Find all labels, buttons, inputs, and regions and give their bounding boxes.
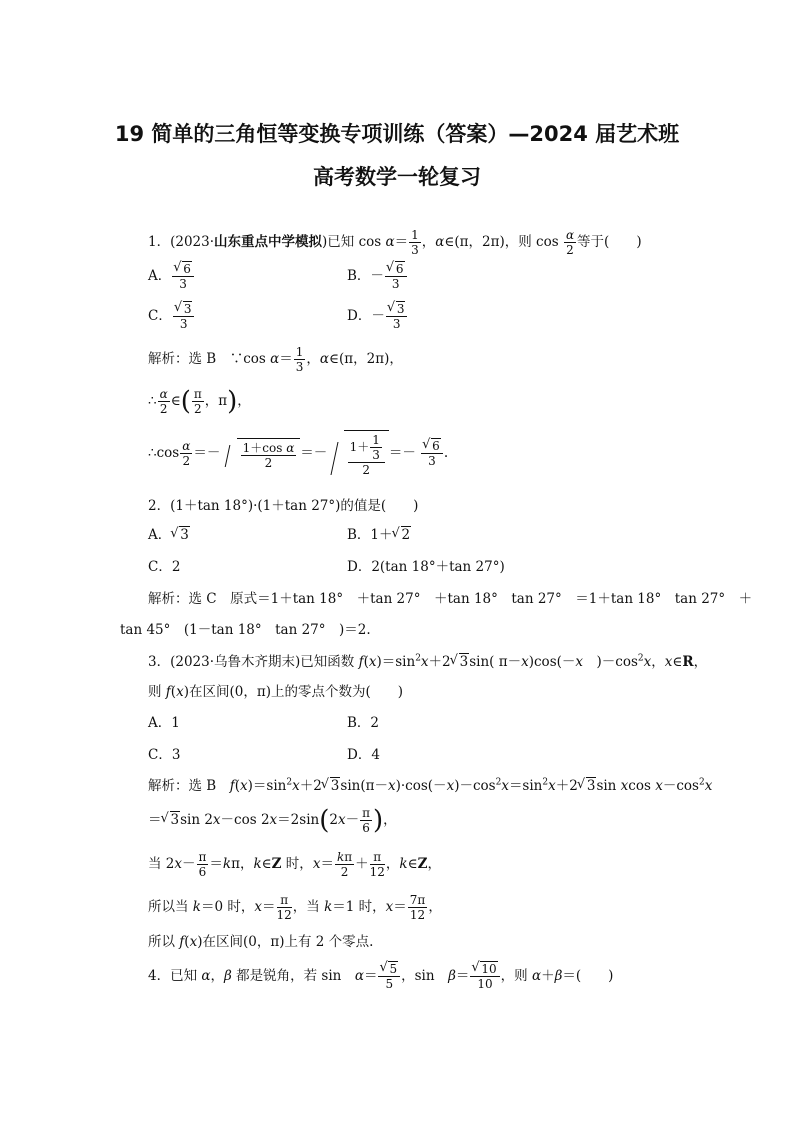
q2-option-d: D．2(tan 18°＋tan 27°) bbox=[347, 559, 505, 575]
q3-solution-2: ＝√ 3sin 2x－cos 2x＝2sin(2x－ $\frac{\pi}{6}$ )， bbox=[148, 806, 397, 835]
q3-stem-2: 则 f(x)在区间(0，π)上的零点个数为( ) bbox=[148, 684, 403, 700]
q1-option-c: C． √ $\frac{3}{3}$ bbox=[148, 302, 195, 331]
q3-solution-5: 所以 f(x)在区间(0，π)上有 2 个零点. bbox=[148, 934, 374, 950]
q3-option-a: A．1 bbox=[148, 715, 180, 731]
q3-option-b: B．2 bbox=[347, 715, 380, 731]
q4-stem: 4．已知 α，β 都是锐角，若 sin α＝ √ $\frac{5}{5}$ ，sin β＝ √ $\frac{10}{10}$ ，则 α＋β＝( ) bbox=[148, 962, 613, 991]
q3-option-c: C．3 bbox=[148, 747, 181, 763]
q1-stem: 1．(2023·山东重点中学模拟)已知 cos α＝ $\frac{1}{3}$ ，α∈(π，2π)，则 cos $\frac{\alpha}{2}$ 等于( ) bbox=[148, 228, 642, 257]
q3-solution-4: 所以当 k＝0 时，x＝ $\frac{\pi}{12}$ ，当 k＝1 时，x＝ $\frac{7\pi}{12}$ ， bbox=[148, 893, 442, 922]
q1-option-d: D．－ √ $\frac{3}{3}$ bbox=[347, 302, 408, 331]
doc-title-line2: 高考数学一轮复习 bbox=[313, 165, 481, 189]
q3-solution-1: 解析：选 B $f(x)=\sin^2x+2√$ $3\sin(\pi-x)\cdot\cos(-x)-\cos^2x=\sin^2x+2√$ 3sin xcos $x-\cos^2x$ bbox=[148, 774, 712, 794]
q2-option-b: B．1＋√ 2 bbox=[347, 523, 411, 543]
doc-title-line1: 19 简单的三角恒等变换专项训练（答案）—2024 届艺术班 bbox=[114, 122, 680, 146]
q1-solution-2: ∴ $\frac{\alpha}{2}$ ∈( $\frac{\pi}{2}$ ，π)， bbox=[148, 386, 251, 417]
q1-solution-3: ∴cos $\frac{\alpha}{2}$ ＝－ $\frac{\text{1＋cos α}}{2}$ ＝－ 1＋ $\frac{1}{3}$ 2 ＝－ √ $\frac{6}{3}$ . bbox=[148, 430, 448, 477]
q2-option-c: C．2 bbox=[148, 559, 181, 575]
q1-solution-1: 解析：选 B ∵cos α＝ $\frac{1}{3}$ ，α∈(π，2π)， bbox=[148, 345, 403, 374]
q2-solution-2: tan 45° (1－tan 18° tan 27° )＝2. bbox=[120, 622, 371, 638]
q2-solution-1: 解析：选 C 原式＝1＋tan 18° ＋tan 27° ＋tan 18° tan 27° ＝1＋tan 18° tan 27° ＋ bbox=[148, 591, 753, 607]
q2-stem: 2．(1＋tan 18°)·(1＋tan 27°)的值是( ) bbox=[148, 498, 419, 514]
q2-option-a: A．√ 3 bbox=[148, 523, 190, 543]
q3-option-d: D．4 bbox=[347, 747, 380, 763]
q3-solution-3: 当 2x－ $\frac{\pi}{6}$ ＝kπ，k∈Z 时，x＝ $\frac{k\pi}{2}$ ＋ $\frac{\pi}{12}$ ，k∈Z， bbox=[148, 850, 441, 879]
q1-option-b: B．－ √ $\frac{6}{3}$ bbox=[347, 262, 408, 291]
q1-option-a: A． √ $\frac{6}{3}$ bbox=[148, 262, 195, 291]
q3-stem-1: 3．(2023·乌鲁木齐期末)已知函数 $f(x)=\sin^2x+2√$ 3sin( π－x)cos(－x )$-\cos^2x$，x∈R， bbox=[148, 650, 707, 670]
